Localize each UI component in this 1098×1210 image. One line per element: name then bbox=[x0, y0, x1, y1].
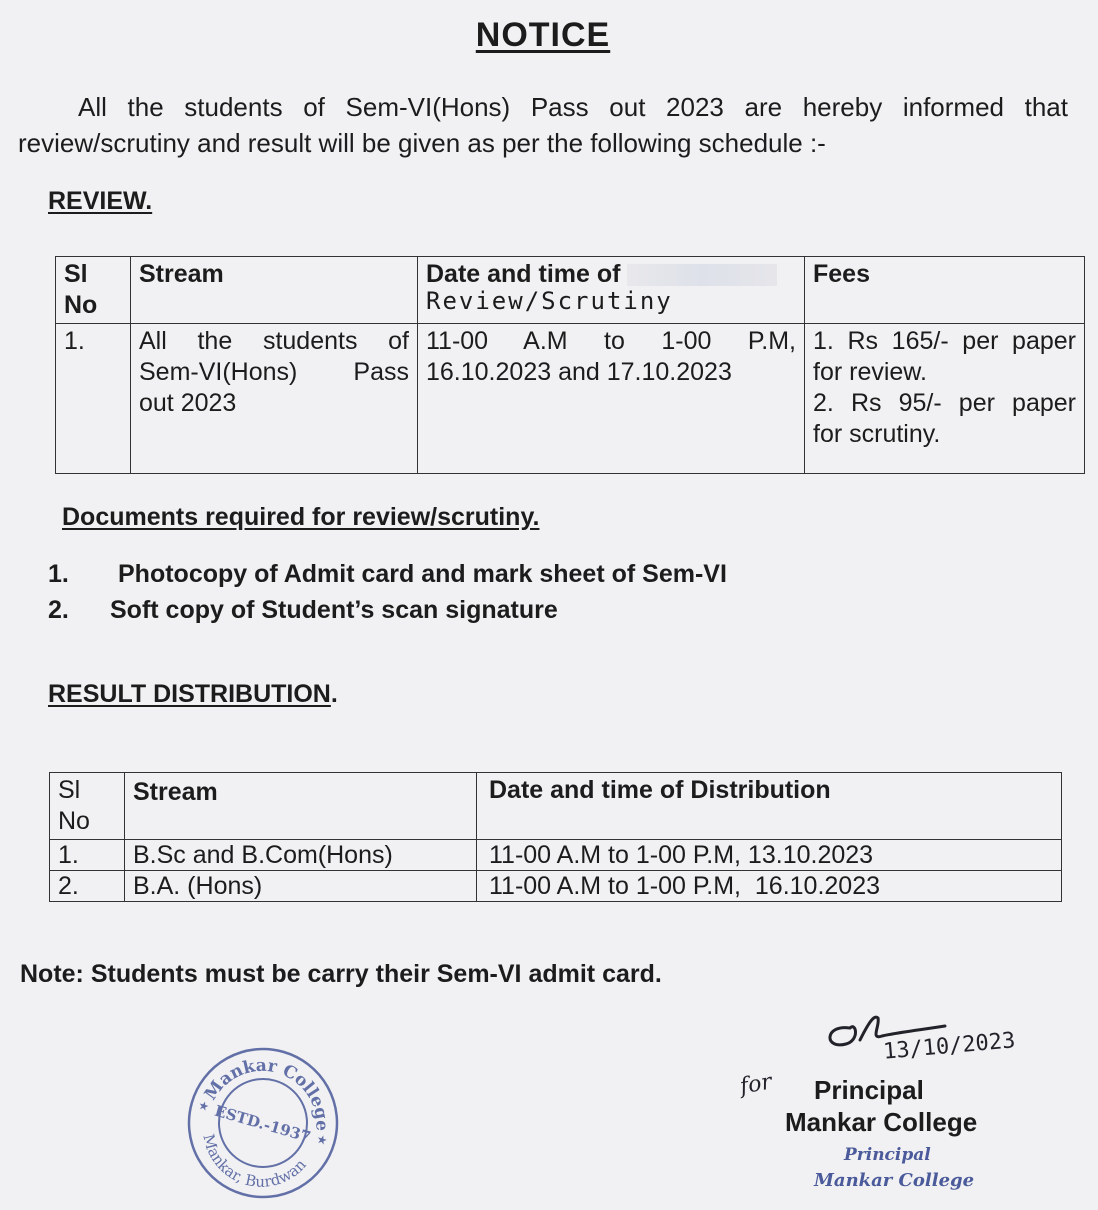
stamp-top-text: Mankar College bbox=[200, 1055, 332, 1132]
review-row-fees-line1: 1. Rs 165/- per paper bbox=[813, 327, 1076, 355]
list-item bbox=[48, 560, 727, 589]
review-row-sl: 1. bbox=[56, 324, 131, 474]
distribution-header-sl-line1: Sl bbox=[58, 776, 81, 804]
review-row-date-line1: 11-00 A.M to 1-00 P.M, bbox=[426, 327, 796, 355]
intro-line-2: review/scrutiny and result will be given as per the following schedule :- bbox=[18, 128, 826, 158]
review-header-date-label: Date and time of bbox=[426, 260, 621, 288]
review-row-stream bbox=[131, 324, 418, 474]
list-item-number: 1. bbox=[48, 560, 69, 588]
signature-date: 13/10/2023 bbox=[882, 1028, 1017, 1065]
distribution-heading bbox=[48, 680, 338, 709]
stamp-bottom-text: Mankar, Burdwan bbox=[199, 1132, 310, 1191]
documents-heading: Documents required for review/scrutiny. bbox=[62, 503, 540, 531]
review-table bbox=[55, 256, 1085, 474]
distribution-header-sl-line2: No bbox=[58, 807, 90, 835]
principal-seal-line1: Principal bbox=[844, 1145, 931, 1165]
review-table-header-row bbox=[56, 257, 1085, 324]
note-text: Note: Students must be carry their Sem-VI admit card. bbox=[20, 960, 662, 988]
review-header-fees: Fees bbox=[805, 257, 1085, 324]
distribution-row-stream: B.A. (Hons) bbox=[125, 871, 477, 902]
distribution-heading-text: RESULT DISTRIBUTION bbox=[48, 680, 331, 708]
stamp-graphic bbox=[183, 1043, 343, 1203]
svg-text:★: ★ bbox=[196, 1097, 211, 1115]
review-row-fees-line4: for scrutiny. bbox=[813, 420, 941, 448]
distribution-header-stream: Stream bbox=[125, 773, 477, 840]
redaction-mark bbox=[627, 264, 777, 286]
stamp-center-text: ESTD.-1937 bbox=[212, 1101, 313, 1147]
review-header-sl-line1: Sl bbox=[64, 260, 88, 288]
review-table-row bbox=[56, 324, 1085, 474]
review-row-stream-line2: Sem-VI(Hons) Pass bbox=[139, 358, 409, 386]
review-row-fees bbox=[805, 324, 1085, 474]
review-row-date bbox=[418, 324, 805, 474]
distribution-row-date: 11-00 A.M to 1-00 P.M, 13.10.2023 bbox=[477, 840, 1062, 871]
intro-line-1: All the students of Sem-VI(Hons) Pass out 2023 are hereby informed that bbox=[78, 92, 1068, 122]
notice-title bbox=[0, 16, 1086, 55]
signature-for-prefix: for bbox=[738, 1069, 774, 1100]
review-heading: REVIEW. bbox=[48, 187, 153, 215]
review-header-date bbox=[418, 257, 805, 324]
list-item-text: Photocopy of Admit card and mark sheet of Sem-VI bbox=[118, 560, 727, 588]
distribution-row-sl: 2. bbox=[50, 871, 125, 902]
review-row-stream-line1: All the students of bbox=[139, 327, 409, 355]
distribution-row-date: 11-00 A.M to 1-00 P.M, 16.10.2023 bbox=[477, 871, 1062, 902]
list-item bbox=[48, 596, 558, 625]
review-header-stream: Stream bbox=[131, 257, 418, 324]
list-item-number: 2. bbox=[48, 596, 69, 624]
distribution-table bbox=[49, 772, 1062, 902]
signature-title: Principal bbox=[814, 1075, 924, 1105]
list-item-text: Soft copy of Student’s scan signature bbox=[110, 596, 558, 624]
distribution-header-sl bbox=[50, 773, 125, 840]
signature-college: Mankar College bbox=[785, 1107, 978, 1137]
review-header-sl bbox=[56, 257, 131, 324]
review-header-sl-line2: No bbox=[64, 291, 98, 319]
review-row-stream-line3: out 2023 bbox=[139, 389, 237, 417]
notice-title-text: NOTICE bbox=[475, 16, 611, 54]
table-row bbox=[50, 840, 1062, 871]
distribution-header-date: Date and time of Distribution bbox=[477, 773, 1062, 840]
distribution-row-stream: B.Sc and B.Com(Hons) bbox=[125, 840, 477, 871]
distribution-heading-dot: . bbox=[330, 680, 338, 708]
svg-text:★: ★ bbox=[314, 1131, 330, 1149]
principal-seal-line2: Mankar College bbox=[814, 1170, 975, 1191]
college-seal-stamp bbox=[183, 1043, 343, 1203]
distribution-row-sl: 1. bbox=[50, 840, 125, 871]
table-row bbox=[50, 871, 1062, 902]
review-row-fees-line2: for review. bbox=[813, 358, 927, 386]
review-header-date-handwritten: Review/Scrutiny bbox=[426, 287, 673, 315]
distribution-table-header-row bbox=[50, 773, 1062, 840]
review-row-date-line2: 16.10.2023 and 17.10.2023 bbox=[426, 358, 732, 386]
review-row-fees-line3: 2. Rs 95/- per paper bbox=[813, 389, 1076, 417]
